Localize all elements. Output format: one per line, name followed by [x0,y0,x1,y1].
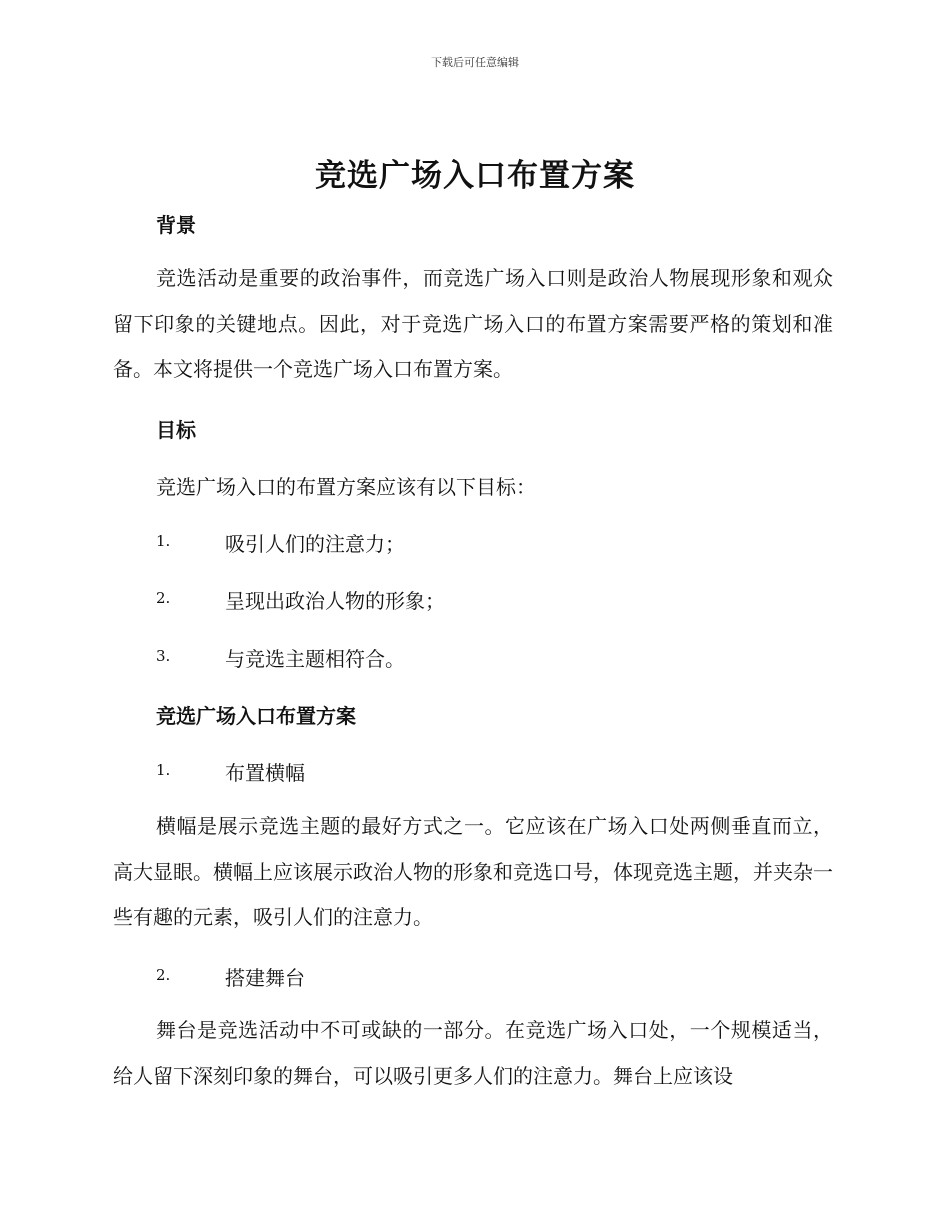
document-title: 竞选广场入口布置方案 [315,158,635,194]
paragraph-background: 竞选活动是重要的政治事件，而竞选广场入口则是政治人物展现形象和观众留下印象的关键地点。因此，对于竞选广场入口的布置方案需要严格的策划和准备。本文将提供一个竞选广场入口布置方案。 [113,266,833,381]
list-item-text: 与竞选主题相符合。 [225,647,405,671]
goals-intro: 竞选广场入口的布置方案应该有以下目标： [156,475,536,499]
paragraph-stage: 舞台是竞选活动中不可或缺的一部分。在竞选广场入口处，一个规模适当，给人留下深刻印象的舞台，可以吸引更多人们的注意力。舞台上应该设 [113,1018,833,1088]
list-item-number: 1. [156,761,171,779]
list-item-number: 2. [156,589,171,607]
list-item-text: 搭建舞台 [225,966,305,990]
heading-goals: 目标 [156,418,196,442]
header-note: 下载后可任意编辑 [431,56,519,69]
list-item-number: 2. [156,966,171,984]
list-item-number: 3. [156,647,171,665]
paragraph-banner: 横幅是展示竞选主题的最好方式之一。它应该在广场入口处两侧垂直而立，高大显眼。横幅上应该展示政治人物的形象和竞选口号，体现竞选主题，并夹杂一些有趣的元素，吸引人们的注意力。 [113,814,833,929]
list-item-number: 1. [156,532,171,550]
list-item-text: 呈现出政治人物的形象； [225,589,445,613]
list-item-text: 吸引人们的注意力； [225,532,405,556]
list-item-text: 布置横幅 [225,761,305,785]
heading-plan: 竞选广场入口布置方案 [156,704,356,728]
heading-background: 背景 [156,213,196,237]
